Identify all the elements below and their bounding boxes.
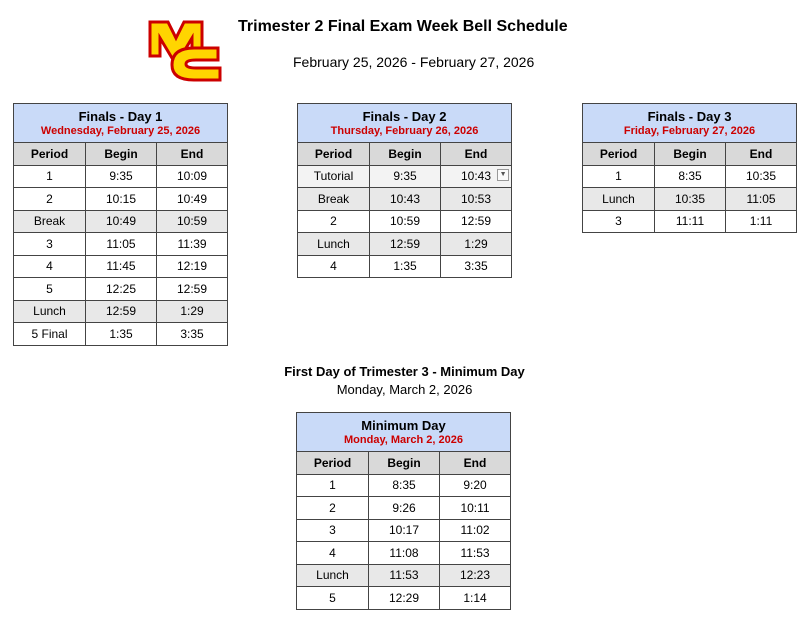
cell-text: 1 bbox=[46, 169, 53, 184]
minimum-day-date: Monday, March 2, 2026 bbox=[344, 433, 464, 446]
day2-header bbox=[298, 104, 512, 143]
table-row bbox=[297, 497, 511, 520]
table-cell bbox=[726, 210, 797, 233]
table-cell bbox=[441, 255, 512, 278]
table-cell bbox=[369, 564, 440, 587]
column-header-row bbox=[298, 143, 512, 166]
table-cell bbox=[298, 210, 370, 233]
cell-text: 4 bbox=[330, 259, 337, 274]
table-cell bbox=[440, 497, 511, 520]
table-row bbox=[297, 587, 511, 610]
table-cell bbox=[369, 587, 440, 610]
table-row bbox=[297, 542, 511, 565]
column-header: Period bbox=[583, 143, 655, 166]
table-cell bbox=[441, 233, 512, 256]
table-row bbox=[298, 165, 512, 188]
cell-text: 11:53 bbox=[389, 568, 419, 583]
cell-text: 10:53 bbox=[461, 191, 492, 206]
mc-logo bbox=[148, 18, 224, 84]
cell-text: 12:59 bbox=[105, 304, 137, 319]
cell-text: 5 bbox=[329, 590, 336, 605]
table-cell bbox=[298, 255, 370, 278]
logo-letter-c bbox=[172, 48, 220, 80]
column-header: End bbox=[726, 143, 797, 166]
cell-text: Break bbox=[33, 214, 66, 229]
table-cell bbox=[726, 165, 797, 188]
cell-text: 12:59 bbox=[389, 236, 421, 251]
table-cell bbox=[157, 188, 228, 211]
table-cell bbox=[157, 278, 228, 301]
table-cell bbox=[298, 188, 370, 211]
table-cell bbox=[297, 587, 369, 610]
table-cell bbox=[298, 233, 370, 256]
cell-text: 11:53 bbox=[460, 545, 490, 560]
table-cell bbox=[369, 519, 440, 542]
day1-date: Wednesday, February 25, 2026 bbox=[40, 124, 201, 137]
table-cell bbox=[440, 474, 511, 497]
table-cell bbox=[86, 323, 157, 346]
table-row bbox=[298, 210, 512, 233]
table-cell bbox=[157, 165, 228, 188]
table-cell bbox=[655, 210, 726, 233]
table-row bbox=[298, 188, 512, 211]
cell-text: 10:49 bbox=[105, 214, 137, 229]
table-row bbox=[14, 255, 228, 278]
cell-text: 1:35 bbox=[109, 326, 133, 341]
table-row bbox=[14, 233, 228, 256]
table-cell bbox=[298, 165, 370, 188]
table-cell bbox=[86, 255, 157, 278]
cell-text: 10:15 bbox=[105, 191, 137, 206]
table-cell bbox=[369, 474, 440, 497]
cell-text: Lunch bbox=[316, 568, 349, 583]
table-cell bbox=[726, 188, 797, 211]
cell-text: 9:26 bbox=[392, 500, 416, 515]
table-cell bbox=[369, 497, 440, 520]
table-cell bbox=[86, 210, 157, 233]
cell-text: 3 bbox=[615, 214, 622, 229]
cell-text: 10:43 bbox=[461, 169, 492, 184]
table-cell bbox=[583, 165, 655, 188]
day2-title: Finals - Day 2 bbox=[362, 108, 447, 124]
table-cell bbox=[157, 210, 228, 233]
minimum-day-section-date: Monday, March 2, 2026 bbox=[336, 382, 473, 397]
table-cell bbox=[655, 188, 726, 211]
table-cell bbox=[369, 542, 440, 565]
cell-text: 11:11 bbox=[675, 214, 705, 229]
day1-header bbox=[14, 104, 228, 143]
cell-text: Tutorial bbox=[313, 169, 354, 184]
table-cell bbox=[370, 165, 441, 188]
cell-text: 3:35 bbox=[464, 259, 488, 274]
table-cell bbox=[14, 233, 86, 256]
cell-text: 1 bbox=[615, 169, 622, 184]
table-cell bbox=[583, 188, 655, 211]
table-cell bbox=[14, 165, 86, 188]
cell-text: 4 bbox=[46, 259, 53, 274]
table-cell bbox=[440, 587, 511, 610]
table-cell bbox=[370, 255, 441, 278]
date-range: February 25, 2026 - February 27, 2026 bbox=[293, 54, 535, 70]
cell-text: 12:59 bbox=[176, 281, 208, 296]
day3-date: Friday, February 27, 2026 bbox=[623, 124, 756, 137]
table-row bbox=[14, 323, 228, 346]
table-cell bbox=[440, 519, 511, 542]
table-cell bbox=[297, 542, 369, 565]
table-cell bbox=[157, 323, 228, 346]
day2-schedule-table bbox=[297, 103, 512, 278]
table-cell bbox=[440, 564, 511, 587]
table-cell bbox=[14, 278, 86, 301]
cell-text: 12:29 bbox=[388, 590, 420, 605]
day1-title: Finals - Day 1 bbox=[78, 108, 163, 124]
table-cell bbox=[86, 165, 157, 188]
column-header: End bbox=[157, 143, 228, 166]
table-cell bbox=[86, 300, 157, 323]
table-row bbox=[14, 210, 228, 233]
table-row bbox=[298, 255, 512, 278]
cell-text: 10:49 bbox=[176, 191, 208, 206]
cell-text: 12:23 bbox=[459, 568, 491, 583]
table-cell bbox=[370, 188, 441, 211]
minimum-day-section-title: First Day of Trimester 3 - Minimum Day bbox=[284, 364, 525, 379]
cell-text: 1:29 bbox=[464, 236, 488, 251]
table-row bbox=[14, 188, 228, 211]
minimum-day-schedule-table bbox=[296, 412, 511, 610]
dropdown-arrow-icon[interactable]: ▼ bbox=[497, 169, 509, 181]
cell-text: 11:08 bbox=[389, 545, 419, 560]
cell-text: 8:35 bbox=[392, 478, 416, 493]
cell-text: 12:25 bbox=[105, 281, 137, 296]
cell-text: 1:35 bbox=[393, 259, 417, 274]
table-cell bbox=[441, 188, 512, 211]
cell-text: 12:59 bbox=[461, 214, 492, 229]
cell-text: 3:35 bbox=[180, 326, 204, 341]
column-header: Period bbox=[14, 143, 86, 166]
cell-text: Lunch bbox=[33, 304, 66, 319]
day3-header bbox=[583, 104, 797, 143]
table-cell bbox=[157, 255, 228, 278]
day2-date: Thursday, February 26, 2026 bbox=[330, 124, 479, 137]
cell-text: Lunch bbox=[602, 191, 635, 206]
table-row bbox=[583, 210, 797, 233]
cell-text: 10:17 bbox=[388, 523, 420, 538]
table-cell bbox=[441, 210, 512, 233]
table-cell bbox=[14, 255, 86, 278]
column-header: Period bbox=[298, 143, 370, 166]
column-header: End bbox=[441, 143, 512, 166]
cell-text: 2 bbox=[46, 191, 53, 206]
day3-title: Finals - Day 3 bbox=[647, 108, 732, 124]
table-cell bbox=[297, 564, 369, 587]
column-header: Begin bbox=[369, 452, 440, 475]
cell-text: 11:39 bbox=[177, 236, 207, 251]
column-header: Begin bbox=[86, 143, 157, 166]
cell-text: 11:05 bbox=[746, 191, 776, 206]
table-row bbox=[297, 519, 511, 542]
cell-text: 9:35 bbox=[109, 169, 133, 184]
cell-text: 9:35 bbox=[393, 169, 417, 184]
day1-schedule-table bbox=[13, 103, 228, 346]
cell-text: 12:19 bbox=[176, 259, 208, 274]
cell-text: 10:59 bbox=[176, 214, 208, 229]
table-row bbox=[14, 165, 228, 188]
table-cell bbox=[440, 542, 511, 565]
table-cell bbox=[14, 300, 86, 323]
table-row bbox=[14, 278, 228, 301]
day3-schedule-table bbox=[582, 103, 797, 233]
cell-text: 1:29 bbox=[180, 304, 204, 319]
cell-text: 2 bbox=[329, 500, 336, 515]
cell-text: 3 bbox=[329, 523, 336, 538]
cell-text: 10:09 bbox=[176, 169, 208, 184]
table-cell bbox=[86, 188, 157, 211]
table-cell bbox=[297, 519, 369, 542]
column-header: Begin bbox=[655, 143, 726, 166]
table-row bbox=[14, 300, 228, 323]
table-cell bbox=[14, 188, 86, 211]
table-cell bbox=[14, 210, 86, 233]
table-cell bbox=[297, 497, 369, 520]
cell-text: 10:43 bbox=[389, 191, 421, 206]
page-title: Trimester 2 Final Exam Week Bell Schedule bbox=[238, 18, 568, 35]
table-row bbox=[298, 233, 512, 256]
column-header: End bbox=[440, 452, 511, 475]
table-cell bbox=[86, 278, 157, 301]
minimum-day-title: Minimum Day bbox=[361, 417, 446, 433]
table-cell bbox=[370, 210, 441, 233]
table-cell bbox=[157, 300, 228, 323]
cell-text: 11:02 bbox=[460, 523, 490, 538]
table-cell bbox=[86, 233, 157, 256]
table-cell bbox=[583, 210, 655, 233]
minimum-day-header bbox=[297, 413, 511, 452]
cell-text: 8:35 bbox=[678, 169, 702, 184]
cell-text: 3 bbox=[46, 236, 53, 251]
cell-text: 5 bbox=[46, 281, 53, 296]
cell-text: 10:11 bbox=[460, 500, 490, 515]
column-header-row bbox=[583, 143, 797, 166]
table-cell bbox=[370, 233, 441, 256]
table-cell bbox=[655, 165, 726, 188]
table-cell bbox=[441, 165, 512, 188]
cell-text: 5 Final bbox=[31, 326, 68, 341]
table-cell bbox=[157, 233, 228, 256]
table-row bbox=[297, 474, 511, 497]
column-header-row bbox=[297, 452, 511, 475]
table-row bbox=[583, 188, 797, 211]
table-row bbox=[297, 564, 511, 587]
cell-text: Break bbox=[317, 191, 350, 206]
cell-text: 11:45 bbox=[106, 259, 136, 274]
table-cell bbox=[297, 474, 369, 497]
cell-text: 10:59 bbox=[389, 214, 421, 229]
cell-text: 10:35 bbox=[746, 169, 777, 184]
column-header: Begin bbox=[370, 143, 441, 166]
cell-text: 4 bbox=[329, 545, 336, 560]
cell-text: 1:14 bbox=[463, 590, 487, 605]
cell-text: 10:35 bbox=[674, 191, 706, 206]
column-header-row bbox=[14, 143, 228, 166]
table-cell bbox=[14, 323, 86, 346]
cell-text: 9:20 bbox=[463, 478, 487, 493]
column-header: Period bbox=[297, 452, 369, 475]
cell-text: Lunch bbox=[317, 236, 350, 251]
table-row bbox=[583, 165, 797, 188]
cell-text: 1 bbox=[329, 478, 336, 493]
cell-text: 2 bbox=[330, 214, 337, 229]
cell-text: 11:05 bbox=[106, 236, 136, 251]
cell-text: 1:11 bbox=[749, 214, 773, 229]
